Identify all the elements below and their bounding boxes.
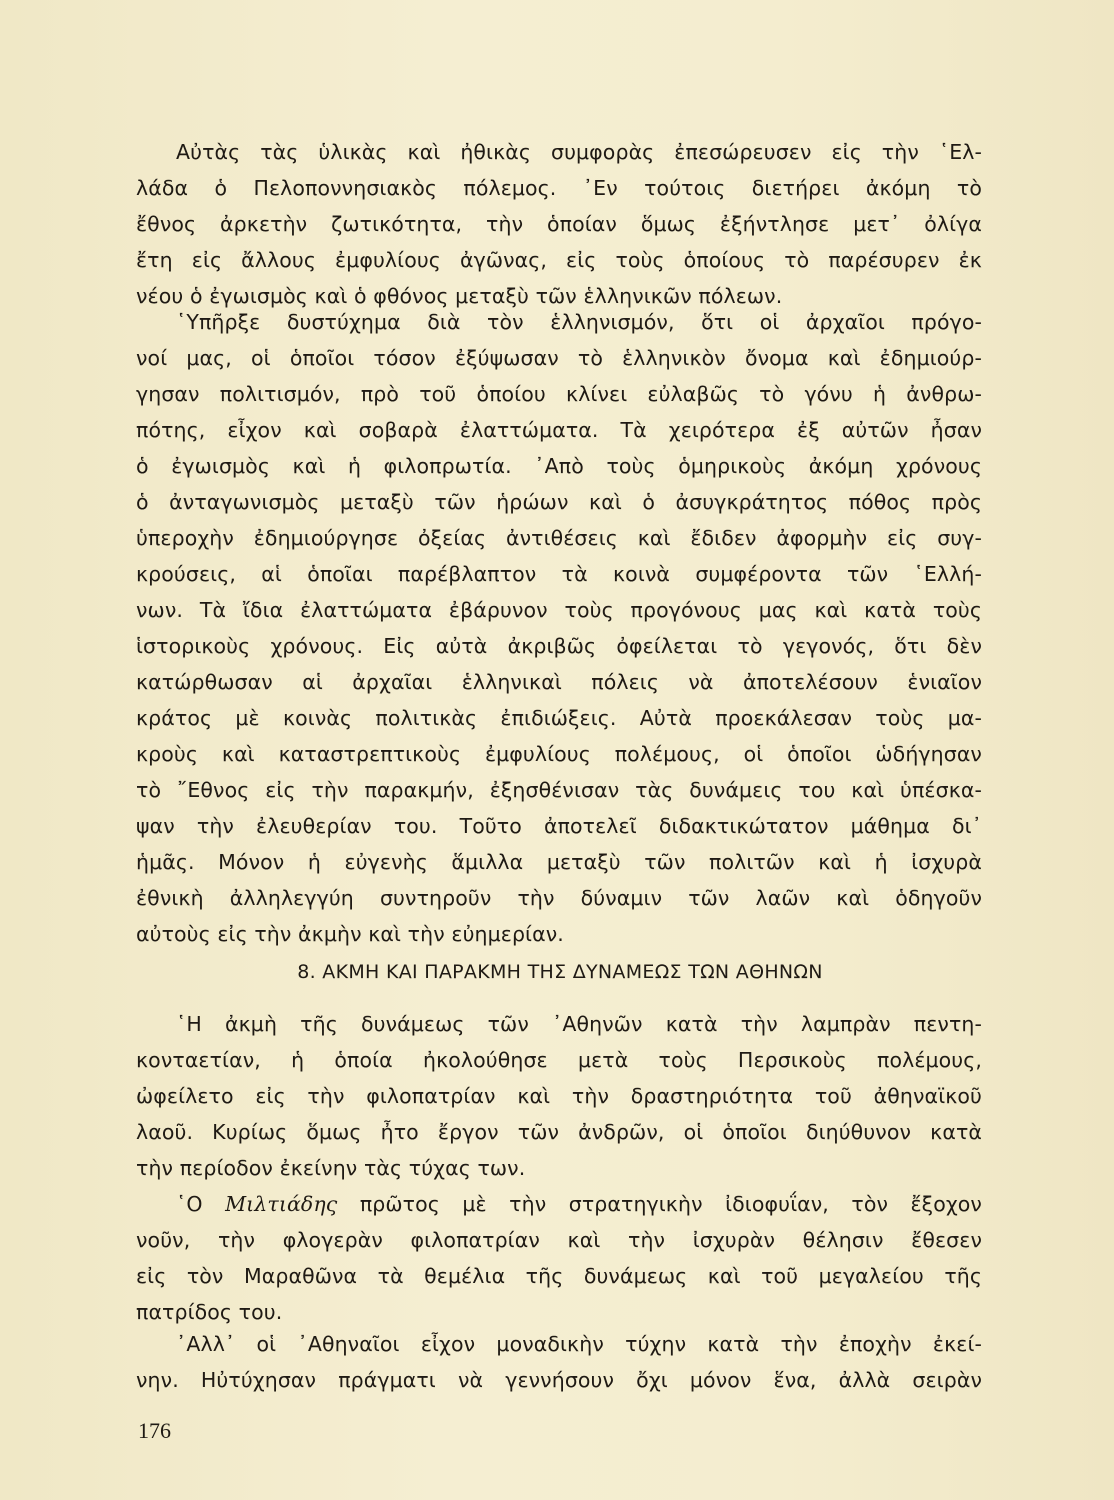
text-line: ὁ ἐγωισμὸς καὶ ἡ φιλοπρωτία. ᾿Απὸ τοὺς ὁμηρικοὺς ἀκόμη χρόνους	[136, 454, 982, 478]
text-line: νοῦν, τὴν φλογερὰν φιλοπατρίαν καὶ τὴν ἰσχυρὰν θέλησιν ἔθεσεν	[136, 1228, 982, 1252]
text-line: πότης, εἶχον καὶ σοβαρὰ ἐλαττώματα. Τὰ χειρότερα ἐξ αὐτῶν ἦσαν	[136, 418, 982, 442]
text-line: ὁ ἀνταγωνισμὸς μεταξὺ τῶν ἡρώων καὶ ὁ ἀσυγκράτητος πόθος πρὸς	[136, 490, 982, 514]
text-line: ῾Υπῆρξε δυστύχημα διὰ τὸν ἑλληνισμόν, ὅτι οἱ ἀρχαῖοι πρόγο-	[176, 310, 982, 334]
text-line: ἡμᾶς. Μόνον ἡ εὐγενὴς ἅμιλλα μεταξὺ τῶν πολιτῶν καὶ ἡ ἰσχυρὰ	[136, 850, 982, 874]
text-fragment: ῾Ο	[176, 1192, 226, 1216]
text-line: ἐθνικὴ ἀλληλεγγύη συντηροῦν τὴν δύναμιν τῶν λαῶν καὶ ὁδηγοῦν	[136, 886, 982, 910]
text-line: νων. Τὰ ἴδια ἐλαττώματα ἐβάρυνον τοὺς προγόνους μας καὶ κατὰ τοὺς	[136, 598, 982, 622]
text-line: κατώρθωσαν αἱ ἀρχαῖαι ἑλληνικαὶ πόλεις νὰ ἀποτελέσουν ἑνιαῖον	[136, 670, 982, 694]
text-line: ὠφείλετο εἰς τὴν φιλοπατρίαν καὶ τὴν δραστηριότητα τοῦ ἀθηναϊκοῦ	[136, 1084, 982, 1108]
text-line: γησαν πολιτισμόν, πρὸ τοῦ ὁποίου κλίνει εὐλαβῶς τὸ γόνυ ἡ ἀνθρω-	[136, 382, 982, 406]
text-line: νην. Ηὐτύχησαν πράγματι νὰ γεννήσουν ὄχι μόνον ἕνα, ἀλλὰ σειρὰν	[136, 1368, 982, 1392]
text-line: ψαν τὴν ἐλευθερίαν του. Τοῦτο ἀποτελεῖ διδακτικώτατον μάθημα δι᾿	[136, 814, 982, 838]
text-line: κρούσεις, αἱ ὁποῖαι παρέβλαπτον τὰ κοινὰ συμφέροντα τῶν ῾Ελλή-	[136, 562, 982, 586]
text-line: αὐτοὺς εἰς τὴν ἀκμὴν καὶ τὴν εὐημερίαν.	[136, 922, 564, 946]
italic-name: Μιλτιάδης	[225, 1192, 338, 1216]
text-line: ἱστορικοὺς χρόνους. Εἰς αὐτὰ ἀκριβῶς ὀφείλεται τὸ γεγονός, ὅτι δὲν	[136, 634, 982, 658]
text-line: πατρίδος του.	[136, 1300, 283, 1324]
text-line: κροὺς καὶ καταστρεπτικοὺς ἐμφυλίους πολέμους, οἱ ὁποῖοι ὡδήγησαν	[136, 742, 982, 766]
section-heading: 8. ΑΚΜΗ ΚΑΙ ΠΑΡΑΚΜΗ ΤΗΣ ΔΥΝΑΜΕΩΣ ΤΩΝ ΑΘΗΝΩΝ	[297, 961, 823, 983]
text-line: νοί μας, οἱ ὁποῖοι τόσον ἐξύψωσαν τὸ ἑλληνικὸν ὄνομα καὶ ἐδημιούρ-	[136, 346, 982, 370]
text-fragment: πρῶτος μὲ τὴν στρατηγικὴν ἰδιοφυΐαν, τὸν ἔξοχον	[337, 1192, 982, 1216]
text-line: νέου ὁ ἐγωισμὸς καὶ ὁ φθόνος μεταξὺ τῶν ἑλληνικῶν πόλεων.	[136, 284, 783, 308]
text-line: ᾿Αλλ᾿ οἱ ᾿Αθηναῖοι εἶχον μοναδικὴν τύχην κατὰ τὴν ἐποχὴν ἐκεί-	[176, 1332, 982, 1356]
text-line-miltiades	[176, 1186, 982, 1222]
text-line: Αὐτὰς τὰς ὑλικὰς καὶ ἠθικὰς συμφορὰς ἐπεσώρευσεν εἰς τὴν ῾Ελ-	[176, 140, 982, 164]
text-line: λαοῦ. Κυρίως ὅμως ἦτο ἔργον τῶν ἀνδρῶν, οἱ ὁποῖοι διηύθυνον κατὰ	[136, 1120, 982, 1144]
text-line: ἔθνος ἀρκετὴν ζωτικότητα, τὴν ὁποίαν ὅμως ἐξήντλησε μετ᾿ ὀλίγα	[136, 212, 982, 236]
text-line: τὴν περίοδον ἐκείνην τὰς τύχας των.	[136, 1156, 526, 1180]
page-number: 176	[138, 1418, 171, 1443]
text-line: ἔτη εἰς ἄλλους ἐμφυλίους ἀγῶνας, εἰς τοὺς ὁποίους τὸ παρέσυρεν ἐκ	[136, 248, 982, 272]
text-line: ὑπεροχὴν ἐδημιούργησε ὀξείας ἀντιθέσεις καὶ ἔδιδεν ἀφορμὴν εἰς συγ-	[136, 526, 982, 550]
text-line: εἰς τὸν Μαραθῶνα τὰ θεμέλια τῆς δυνάμεως καὶ τοῦ μεγαλείου τῆς	[136, 1264, 982, 1288]
text-line: κονταετίαν, ἡ ὁποία ἠκολούθησε μετὰ τοὺς Περσικοὺς πολέμους,	[136, 1048, 982, 1072]
text-line: κράτος μὲ κοινὰς πολιτικὰς ἐπιδιώξεις. Αὐτὰ προεκάλεσαν τοὺς μα-	[136, 706, 982, 730]
text-line: λάδα ὁ Πελοποννησιακὸς πόλεμος. ᾿Εν τούτοις διετήρει ἀκόμη τὸ	[136, 176, 982, 200]
text-line: τὸ ῎Εθνος εἰς τὴν παρακμήν, ἐξησθένισαν τὰς δυνάμεις του καὶ ὑπέσκα-	[136, 778, 982, 802]
text-line: ῾Η ἀκμὴ τῆς δυνάμεως τῶν ᾿Αθηνῶν κατὰ τὴν λαμπρὰν πεντη-	[176, 1012, 982, 1036]
